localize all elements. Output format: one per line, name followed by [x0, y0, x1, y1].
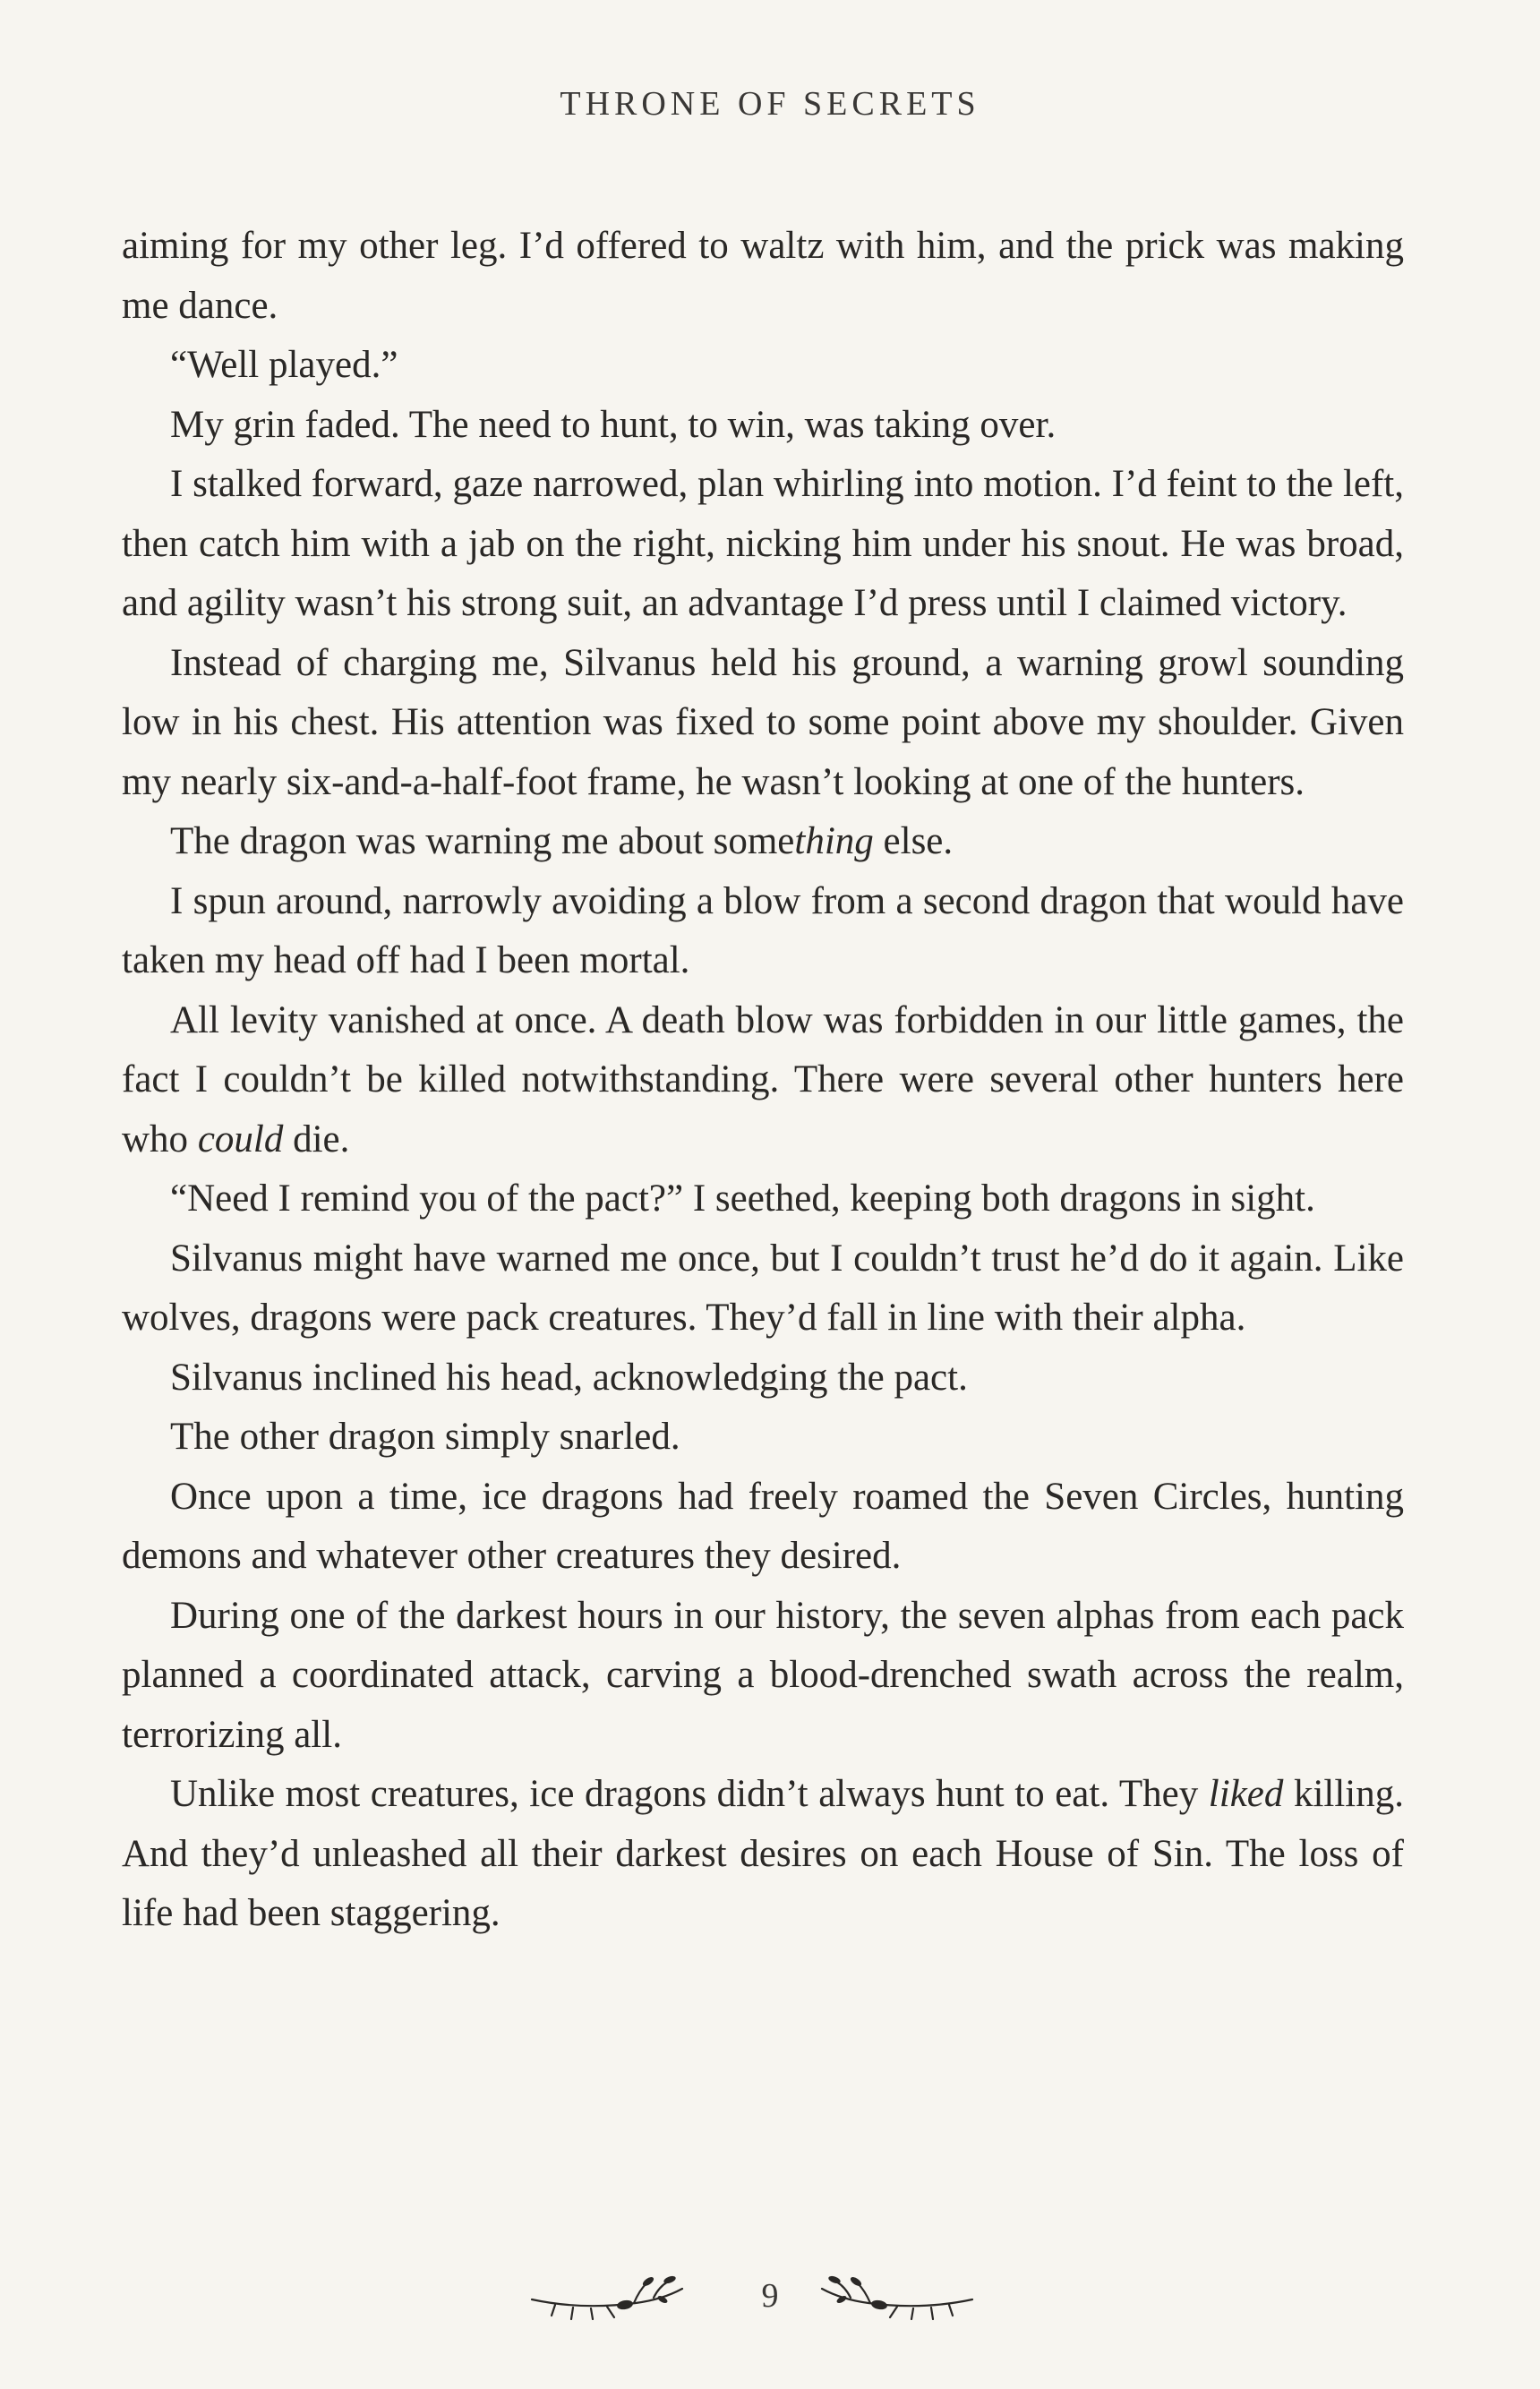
paragraph-6-emphasis: thing: [794, 820, 874, 862]
paragraph-7: I spun around, narrowly avoiding a blow from a second dragon that would have taken my head off had I been mortal.: [122, 879, 1404, 981]
paragraph-1: aiming for my other leg. I’d offered to waltz with him, and the prick was making me dance.: [122, 225, 1404, 327]
paragraph-10: Silvanus might have warned me once, but I couldn’t trust he’d do it again. Like wolves, dragons were pack creatures. They’d fall in line with their alpha.: [122, 1237, 1404, 1339]
paragraph-8-text: All levity vanished at once. A death blow was forbidden in our little games, the fact I couldn’t be killed notwithstanding. There were several other hunters here who: [122, 998, 1404, 1160]
paragraph-9: “Need I remind you of the pact?” I seethed, keeping both dragons in sight.: [170, 1177, 1315, 1220]
paragraph-15-text: Unlike most creatures, ice dragons didn’t always hunt to eat. They: [170, 1773, 1209, 1815]
body-text: [122, 217, 1404, 1944]
paragraph-6-text-end: else.: [873, 820, 954, 862]
page-footer: [0, 2273, 1540, 2326]
paragraph-8: [122, 991, 1404, 1170]
paragraph-8-text-end: die.: [283, 1117, 350, 1160]
paragraph-6-text: The dragon was warning me about some: [170, 820, 795, 862]
page-number: 9: [761, 2277, 779, 2315]
paragraph-8-emphasis: could: [197, 1117, 284, 1160]
paragraph-15: [122, 1765, 1404, 1944]
paragraph-4: I stalked forward, gaze narrowed, plan whirling into motion. I’d feint to the left, then catch him with a jab on the right, nicking him under his snout. He was broad, and agility wasn’t his strong suit, an advantage I’d press until I claimed victory.: [122, 463, 1404, 624]
paragraph-14: During one of the darkest hours in our history, the seven alphas from each pack planned a coordinated attack, carving a blood-drenched swath across the realm, terrorizing all.: [122, 1594, 1404, 1756]
paragraph-3: My grin faded. The need to hunt, to win, was taking over.: [170, 403, 1057, 446]
running-header: THRONE OF SECRETS: [560, 85, 980, 123]
paragraph-6: [122, 812, 1404, 872]
paragraph-11: Silvanus inclined his head, acknowledging the pact.: [170, 1356, 968, 1399]
paragraph-2: “Well played.”: [170, 344, 398, 386]
paragraph-5: Instead of charging me, Silvanus held his ground, a warning growl sounding low in his chest. His attention was fixed to some point above my shoulder. Given my nearly six-and-a-half-foot frame, he wasn’t looking at one of the hunters.: [122, 641, 1404, 803]
paragraph-13: Once upon a time, ice dragons had freely roamed the Seven Circles, hunting demons and whatever other creatures they desired.: [122, 1475, 1404, 1577]
paragraph-15-text-end: killing. And they’d unleashed all their darkest desires on each House of Sin. The loss of life had been staggering.: [122, 1773, 1404, 1934]
vine-ornament-right-icon: [815, 2273, 976, 2326]
paragraph-15-emphasis: liked: [1208, 1773, 1284, 1815]
paragraph-12: The other dragon simply snarled.: [170, 1416, 680, 1458]
